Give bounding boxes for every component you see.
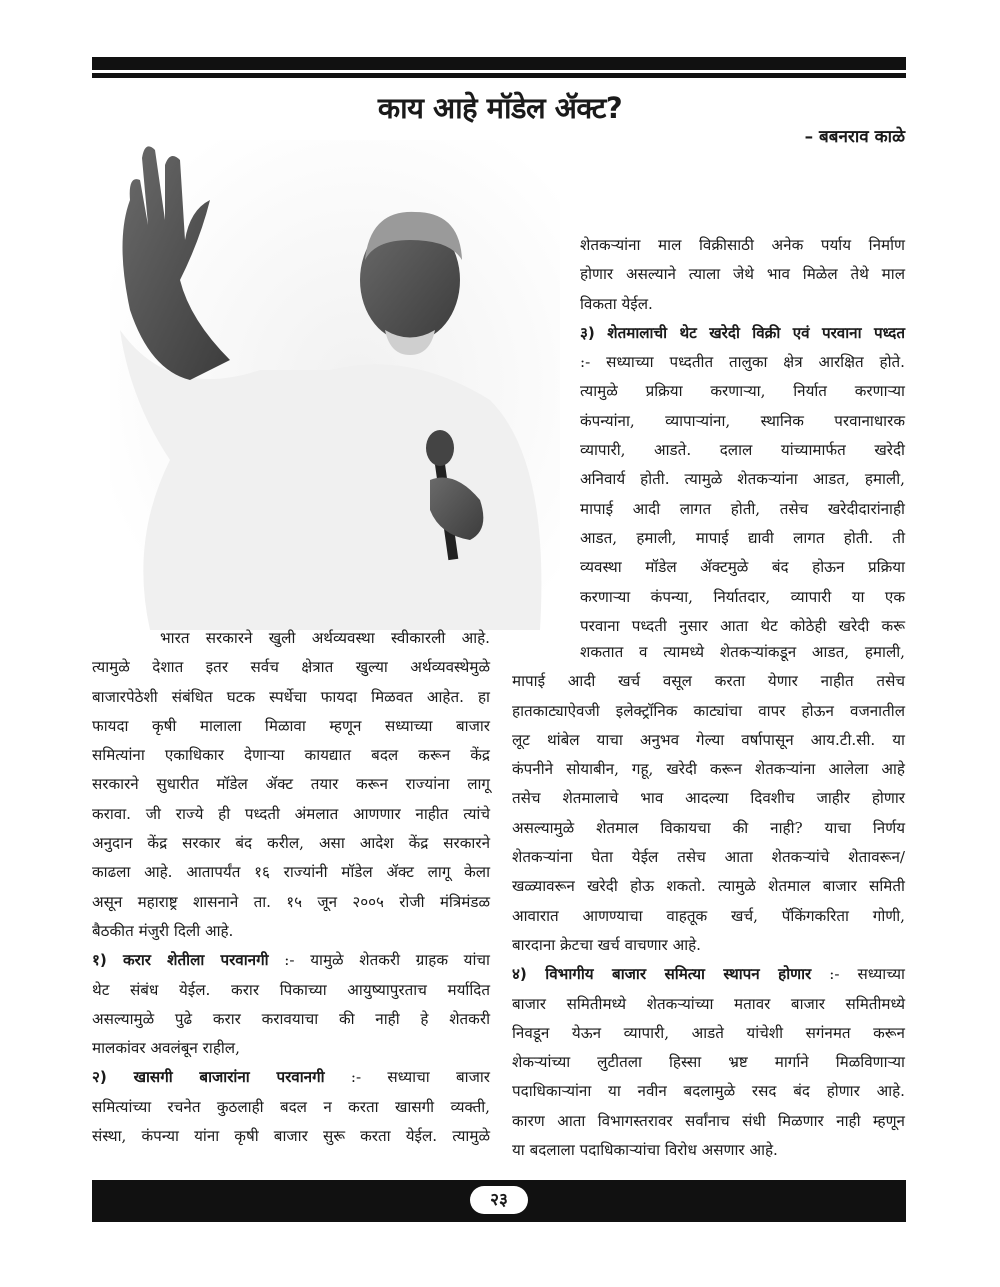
text-line: [580, 612, 905, 641]
section-heading: ३) शेतमालाची थेट खरेदी विक्री एवं परवाना पध्दत: [580, 323, 905, 342]
section-heading: २) खासगी बाजारांना परवानगी: [92, 1068, 325, 1087]
section-heading-line: [92, 1063, 490, 1092]
paragraph-text: :- यामुळे शेतकरी ग्राहक यांचा: [268, 951, 490, 970]
paragraph-text: कंपनीने सोयाबीन, गहू, खरेदी करून शेतकऱ्यांना आलेला आहे: [512, 760, 905, 779]
paragraph-text: पदाधिकाऱ्यांना या नवीन बदलामुळे रसद बंद होणार आहे.: [512, 1082, 905, 1101]
paragraph-text: शेतकऱ्यांना घेता येईल तसेच आता शेतकऱ्यांचे शेतावरून/: [512, 848, 905, 867]
paragraph-text: थेट संबंध येईल. करार पिकाच्या आयुष्यापुरताच मर्यादित: [92, 980, 490, 999]
text-line: [92, 741, 490, 770]
paragraph-text: संस्था, कंपन्या यांना कृषी बाजार सुरू करता येईल. त्यामुळे: [92, 1127, 490, 1146]
text-line: [512, 1019, 905, 1048]
text-line: [92, 1034, 490, 1063]
text-line: [580, 495, 905, 524]
text-line: [512, 902, 905, 931]
text-line: [580, 583, 905, 612]
section-heading-line: [92, 946, 490, 975]
text-line: [512, 697, 905, 726]
paragraph-text: :- सध्याच्या: [811, 965, 905, 984]
paragraph-text: तसेच शेतमालाचे भाव आदल्या दिवशीच जाहीर होणार: [512, 789, 905, 808]
text-line: [92, 653, 490, 682]
text-line: [580, 260, 905, 289]
paragraph-text: शेतकऱ्यांना माल विक्रीसाठी अनेक पर्याय निर्माण: [580, 236, 905, 254]
paragraph-text: व्यवस्था मॉडेल ॲक्टमुळे बंद होऊन प्रक्रिया: [580, 558, 905, 577]
text-line: [92, 683, 490, 712]
paragraph-text: :- सध्याच्या पध्दतीत तालुका क्षेत्र आरक्षित होते.: [580, 353, 905, 372]
page-number: २३: [470, 1186, 528, 1214]
article-title: काय आहे मॉडेल ॲक्ट?: [377, 91, 623, 125]
paragraph-text: या बदलाला पदाधिकाऱ्यांचा विरोध असणार आहे.: [512, 1141, 778, 1160]
text-line: [580, 231, 905, 260]
text-line: [512, 1107, 905, 1136]
paragraph-text: आवारात आणण्याचा वाहतूक खर्च, पॅकिंगकरिता गोणी,: [512, 906, 905, 925]
text-line: [580, 553, 905, 582]
paragraph-text: खळ्यावरून खरेदी होऊ शकतो. त्यामुळे शेतमाल बाजार समिती: [512, 877, 905, 896]
section-heading-line: [580, 319, 905, 348]
paragraph-text: विकता येईल.: [580, 294, 653, 313]
text-line: [92, 624, 490, 653]
paragraph-text: असल्यामुळे शेतमाल विकायचा की नाही? याचा निर्णय: [512, 818, 905, 837]
section-heading: ४) विभागीय बाजार समित्या स्थापन होणार: [512, 965, 812, 984]
text-line: [512, 667, 905, 696]
paragraph-text: आडत, हमाली, मापाई द्यावी लागत होती. ती: [580, 528, 905, 547]
text-line: [92, 976, 490, 1005]
text-line: [580, 348, 905, 377]
paragraph-text: बारदाना क्रेटचा खर्च वाचणार आहे.: [512, 935, 702, 954]
text-line: [92, 858, 490, 887]
paragraph-text: त्यामुळे देशात इतर सर्वच क्षेत्रात खुल्या अर्थव्यवस्थेमुळे: [92, 658, 490, 677]
text-line: [92, 1093, 490, 1122]
header-rule-thin: [92, 73, 906, 78]
text-line: [512, 784, 905, 813]
paragraph-text: समित्यांच्या रचनेत कुठलाही बदल न करता खासगी व्यक्ती,: [92, 1097, 490, 1116]
text-line: [512, 814, 905, 843]
paragraph-text: परवाना पध्दती नुसार आता थेट कोठेही खरेदी करू: [580, 616, 905, 635]
right-column-bottom: [512, 638, 905, 1165]
paragraph-text: होणार असल्याने त्याला जेथे भाव मिळेल तेथे माल: [580, 265, 905, 284]
text-line: [512, 990, 905, 1019]
paragraph-text: सरकारने सुधारीत मॉडेल ॲक्ट तयार करून राज्यांना लागू: [92, 775, 490, 794]
paragraph-text: भारत सरकारने खुली अर्थव्यवस्था स्वीकारली आहे.: [160, 629, 490, 647]
paragraph-text: अनिवार्य होती. त्यामुळे शेतकऱ्यांना आडत, हमाली,: [580, 470, 905, 489]
text-line: [580, 436, 905, 465]
text-line: [92, 1005, 490, 1034]
paragraph-text: करावा. जी राज्ये ही पध्दती अंमलात आणणार नाहीत त्यांचे: [92, 804, 490, 823]
section-heading: १) करार शेतीला परवानगी: [92, 951, 269, 970]
paragraph-text: मापाई आदी खर्च वसूल करता येणार नाहीत तसेच: [512, 672, 905, 691]
text-line: [512, 726, 905, 755]
paragraph-text: निवडून येऊन व्यापारी, आडते यांचेशी सगंनमत करून: [512, 1023, 905, 1042]
paragraph-text: त्यामुळे प्रक्रिया करणाऱ्या, निर्यात करणाऱ्या: [580, 382, 905, 401]
text-line: [92, 888, 490, 917]
text-line: [580, 465, 905, 494]
text-line: [512, 1136, 905, 1165]
paragraph-text: मालकांवर अवलंबून राहील,: [92, 1039, 240, 1058]
paragraph-text: करणाऱ्या कंपन्या, निर्यातदार, व्यापारी या एक: [580, 587, 905, 606]
text-line: [580, 377, 905, 406]
paragraph-text: बाजार समितीमध्ये शेतकऱ्यांच्या मतावर बाजार समितीमध्ये: [512, 994, 905, 1013]
text-line: [92, 1122, 490, 1151]
right-column-top: [580, 231, 905, 641]
paragraph-text: कंपन्यांना, व्यापाऱ्यांना, स्थानिक परवानाधारक: [580, 411, 905, 430]
paragraph-text: बाजारपेठेशी संबंधित घटक स्पर्धेचा फायदा मिळवत आहेत. हा: [92, 687, 490, 706]
paragraph-text: असून महाराष्ट्र शासनाने ता. १५ जून २००५ रोजी मंत्रिमंडळ: [92, 892, 490, 911]
text-line: [512, 1077, 905, 1106]
text-line: [580, 290, 905, 319]
paragraph-text: हातकाट्याऐवजी इलेक्ट्रॉनिक काट्यांचा वापर होऊन वजनातील: [512, 701, 905, 720]
text-line: [512, 1048, 905, 1077]
paragraph-text: लूट थांबेल याचा अनुभव गेल्या वर्षापासून आय.टी.सी. या: [512, 730, 905, 749]
author-photo: [110, 140, 560, 630]
section-heading-line: [512, 960, 905, 989]
text-line: [580, 407, 905, 436]
header-rule-thick: [92, 57, 906, 70]
paragraph-text: अनुदान केंद्र सरकार बंद करील, असा आदेश केंद्र सरकारने: [92, 834, 490, 853]
text-line: [512, 638, 905, 667]
paragraph-text: :- सध्याचा बाजार: [324, 1068, 490, 1087]
paragraph-text: व्यापारी, आडते. दलाल यांच्यामार्फत खरेदी: [580, 441, 905, 460]
text-line: [92, 800, 490, 829]
paragraph-text: शकतात व त्यामध्ये शेतकऱ्यांकडून आडत, हमाली,: [580, 643, 905, 661]
paragraph-text: फायदा कृषी मालाला मिळावा म्हणून सध्याच्या बाजार: [92, 716, 490, 735]
paragraph-text: समित्यांना एकाधिकार देणाऱ्या कायद्यात बदल करून केंद्र: [92, 746, 490, 765]
text-line: [512, 755, 905, 784]
paragraph-text: काढला आहे. आतापर्यंत १६ राज्यांनी मॉडेल ॲक्ट लागू केला: [92, 863, 490, 882]
text-line: [512, 931, 905, 960]
paragraph-text: शेकऱ्यांच्या लुटीतला हिस्सा भ्रष्ट मार्गाने मिळविणाऱ्या: [512, 1053, 905, 1072]
left-column: [92, 624, 490, 1151]
paragraph-text: बैठकीत मंजुरी दिली आहे.: [92, 921, 234, 940]
text-line: [512, 843, 905, 872]
text-line: [92, 712, 490, 741]
article-author: – बबनराव काळे: [804, 127, 905, 147]
paragraph-text: कारण आता विभागस्तरावर सर्वांनाच संधी मिळणार नाही म्हणून: [512, 1111, 905, 1130]
text-line: [580, 524, 905, 553]
text-line: [92, 917, 490, 946]
paragraph-text: असल्यामुळे पुढे करार करावयाचा की नाही हे शेतकरी: [92, 1009, 490, 1028]
text-line: [512, 872, 905, 901]
text-line: [92, 829, 490, 858]
text-line: [92, 770, 490, 799]
paragraph-text: मापाई आदी लागत होती, तसेच खरेदीदारांनाही: [580, 499, 905, 518]
